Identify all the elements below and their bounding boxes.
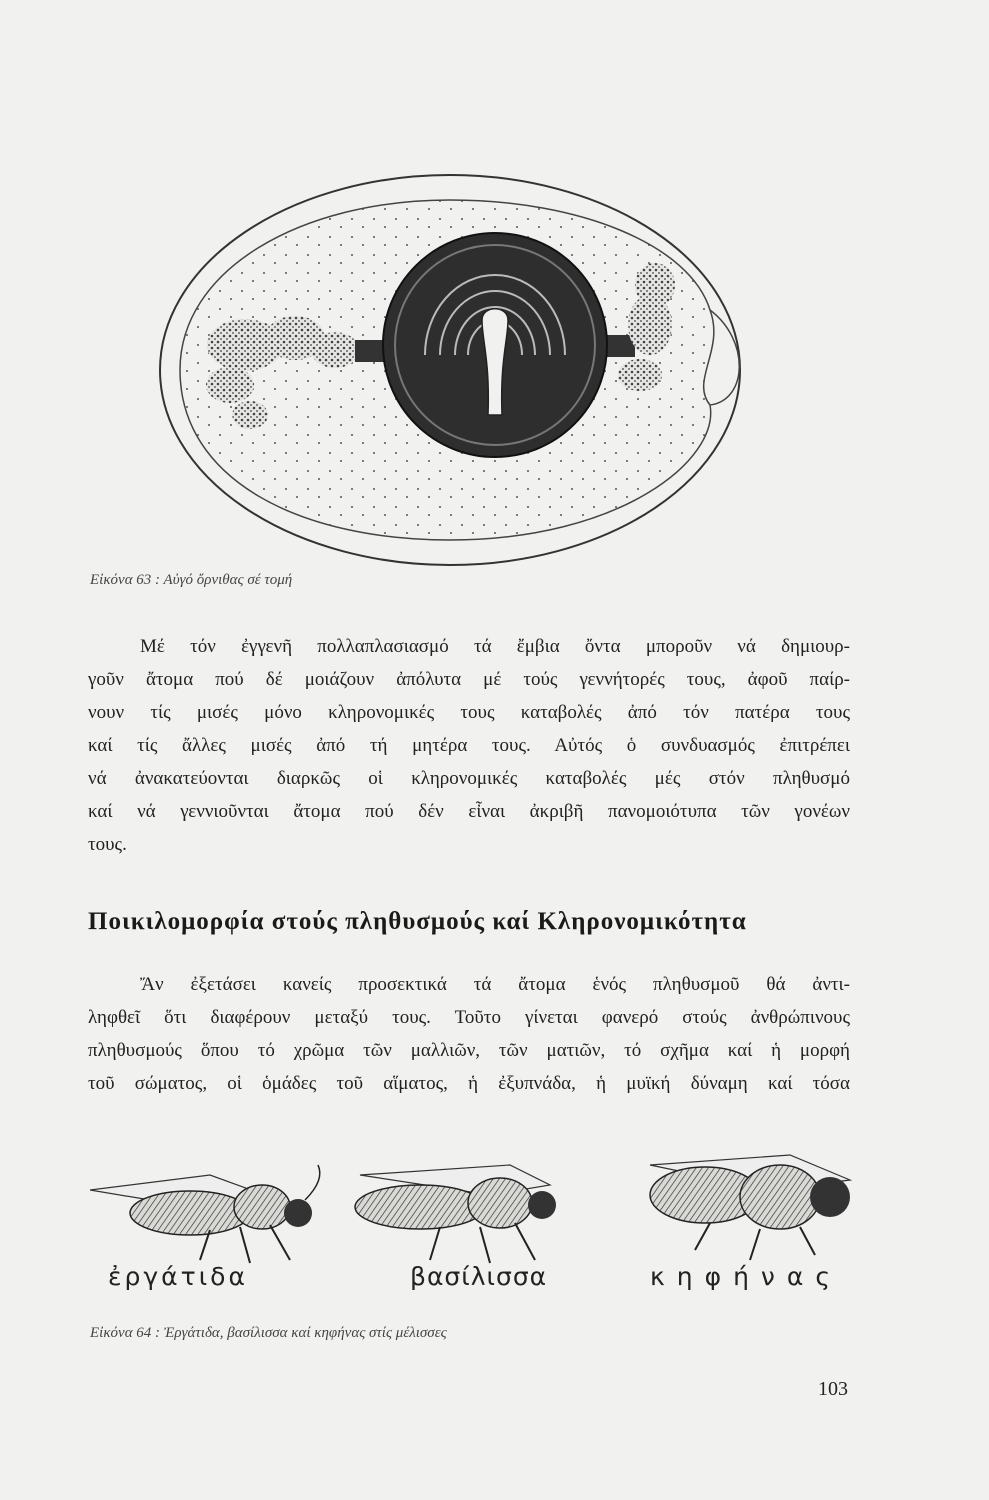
- paragraph-sexual-reproduction: [88, 630, 850, 861]
- drone-bee-label: κηφήνας: [650, 1262, 843, 1291]
- paragraph-line: καί νά γεννιοῦνται ἄτομα πού δέν εἶναι ἀκριβῆ πανομοιότυπα τῶν γονέων: [88, 801, 850, 822]
- paragraph-line: Μέ τόν ἐγγενῆ πολλαπλασιασμό τά ἔμβια ὄντα μποροῦν νά δημιουρ-: [140, 636, 850, 657]
- air-cell: [710, 310, 739, 405]
- worker-bee-drawing: [90, 1165, 320, 1263]
- paragraph-variation: [88, 968, 850, 1100]
- yolk: [383, 233, 607, 457]
- paragraph-line: τοῦ σώματος, οἱ ὁμάδες τοῦ αἵματος, ἡ ἐξυπνάδα, ἡ μυϊκή δύναμη καί τόσα: [88, 1073, 850, 1094]
- worker-bee-label: ἐργάτιδα: [108, 1262, 248, 1291]
- paragraph-line: Ἄν ἐξετάσει κανείς προσεκτικά τά ἄτομα ἑνός πληθυσμοῦ θά ἀντι-: [140, 974, 850, 995]
- egg-cross-section-figure: [150, 160, 750, 580]
- section-heading: Ποικιλομορφία στούς πληθυσμούς καί Κληρονομικότητα: [88, 908, 747, 935]
- paragraph-line: ληφθεῖ ὅτι διαφέρουν μεταξύ τους. Τοῦτο γίνεται φανερό στούς ἀνθρώπινους: [88, 1007, 850, 1028]
- figure-63-caption: Εἰκόνα 63 : Αὐγό ὄρνιθας σέ τομή: [90, 572, 293, 588]
- paragraph-line: γοῦν ἄτομα πού δέ μοιάζουν ἀπόλυτα μέ τούς γεννήτορές τους, ἀφοῦ παίρ-: [88, 669, 850, 690]
- paragraph-line: τους.: [88, 834, 127, 855]
- queen-bee-label: βασίλισσα: [410, 1262, 548, 1291]
- drone-bee-drawing: [650, 1155, 850, 1260]
- queen-bee-drawing: [355, 1165, 556, 1263]
- page-number: 103: [818, 1378, 848, 1400]
- paragraph-line: καί τίς ἄλλες μισές ἀπό τή μητέρα τους. Αὐτός ὁ συνδυασμός ἐπιτρέπει: [88, 735, 850, 756]
- paragraph-line: πληθυσμούς ὅπου τό χρῶμα τῶν μαλλιῶν, τῶν ματιῶν, τό σχῆμα καί ἡ μορφή: [88, 1040, 850, 1061]
- paragraph-line: νά ἀνακατεύονται διαρκῶς οἱ κληρονομικές καταβολές μές στόν πληθυσμό: [88, 768, 850, 789]
- paragraph-line: νουν τίς μισές μόνο κληρονομικές τους καταβολές ἀπό τόν πατέρα τους: [88, 702, 850, 723]
- figure-64-caption: Εἰκόνα 64 : Ἐργάτιδα, βασίλισσα καί κηφήνας στίς μέλισσες: [90, 1325, 447, 1341]
